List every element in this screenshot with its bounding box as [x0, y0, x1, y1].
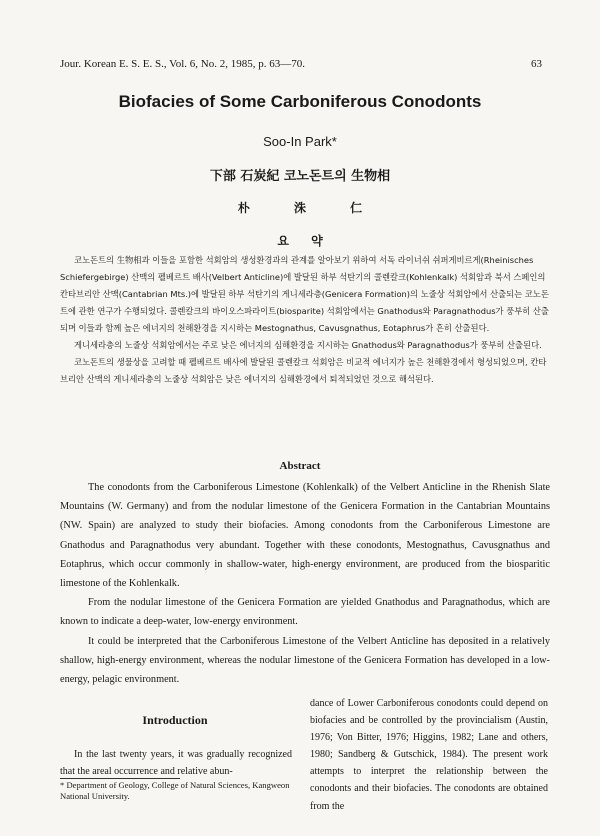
author-affiliation-footnote: * Department of Geology, College of Natural Sciences, Kangweon National University.	[60, 780, 290, 801]
korean-author: 朴 洙 仁	[237, 201, 363, 215]
introduction-paragraph: In the last twenty years, it was gradually recognized that the areal occurrence and relative abun-	[60, 749, 292, 777]
footnote-rule	[60, 778, 180, 779]
introduction-heading: Introduction	[142, 713, 208, 727]
introduction-right-column	[310, 695, 548, 815]
korean-summary	[60, 252, 550, 388]
korean-summary-paragraph: 코노돈트의 生物相과 이들을 포함한 석회암의 생성환경과의 관계를 알아보기 위하여 서독 라이너쉬 쉬퍼게비르게(Rheinisches Schiefergebirge) 산맥의 펠베르트 배사(Velbert Anticline)에 발달된 하부 석탄기의 콜렌칼크(Kohlenkalk) 석회암과 북서 스페인의 칸타브리안 산맥(Cantabrian Mts.)에 발달된 하부 석탄기의 게니세라층(Genicera Formation)의 노줄상 석회암에서 산출되는 코노돈트에 관한 연구가 수행되었다. 콜렌칼크의 바이오스파라이트(biosparite) 석회암에서는 Gnathodus와 Paragnathodus가 풍부히 산출되며 이들과 함께 높은 에너지의 천해환경을 지시하는 Mestognathus, Cavusgnathus, Eotaphrus가 흔히 산출된다.	[60, 255, 549, 333]
introduction-left-column	[60, 746, 292, 780]
abstract-paragraph: The conodonts from the Carboniferous Limestone (Kohlenkalk) of the Velbert Anticline in the Rhenish Slate Mountains (W. Germany) and from the nodular limestone of the Genicera Formation in the Cantabrian Mountains (NW. Spain) are analyzed to study their biofacies. Among conodonts from the Carboniferous Limestone are Gnathodus and Paragnathodus very abundant. Together with these conodonts, Mestognathus, Cavusgnathus and Eotaphrus, which occur commonly in shallow-water, high-energy environment, are produced from the biosparitic limestone of the Kohlenkalk.	[60, 482, 550, 590]
journal-citation: Jour. Korean E. S. E. S., Vol. 6, No. 2, 1985, p. 63—70.	[60, 58, 305, 70]
abstract-body	[60, 478, 550, 689]
author-name: Soo-In Park*	[263, 134, 337, 149]
korean-title: 下部 石炭紀 코노돈트의 生物相	[209, 169, 391, 184]
abstract-paragraph: From the nodular limestone of the Genicera Formation are yielded Gnathodus and Paragnathodus, which are known to indicate a deep-water, low-energy environment.	[60, 597, 550, 628]
korean-summary-paragraph: 코노돈트의 생물상을 고려할 때 펠베르트 배사에 발달된 콜렌칼크 석회암은 비교적 에너지가 높은 천해환경에서 형성되었으며, 칸타브리안 산맥의 게니세라층의 노줄상 석회암은 낮은 에너지의 심해환경에서 퇴적되었던 것으로 해석된다.	[60, 357, 547, 384]
paper-title: Biofacies of Some Carboniferous Conodonts	[118, 92, 482, 111]
korean-summary-heading: 요 약	[277, 234, 323, 248]
abstract-heading: Abstract	[279, 460, 321, 472]
page-number: 63	[531, 58, 542, 70]
introduction-paragraph-continued: dance of Lower Carboniferous conodonts could depend on biofacies and be controlled by the provincialism (Austin, 1976; Von Bitter, 1976; Higgins, 1982; Lane and others, 1980; Sandberg & Gutschick, 1984). The present work attempts to interpret the relationship between the conodonts and their biofacies. The conodonts are obtained from the	[310, 698, 548, 812]
abstract-paragraph: It could be interpreted that the Carboniferous Limestone of the Velbert Anticline has deposited in a relatively shallow, high-energy environment, whereas the nodular limestone of the Genicera Formation has developed in a low-energy, pelagic environment.	[60, 635, 550, 686]
korean-summary-paragraph: 게니세라층의 노줄상 석회암에서는 주로 낮은 에너지의 심해환경을 지시하는 Gnathodus와 Paragnathodus가 풍부히 산출된다.	[74, 340, 542, 350]
